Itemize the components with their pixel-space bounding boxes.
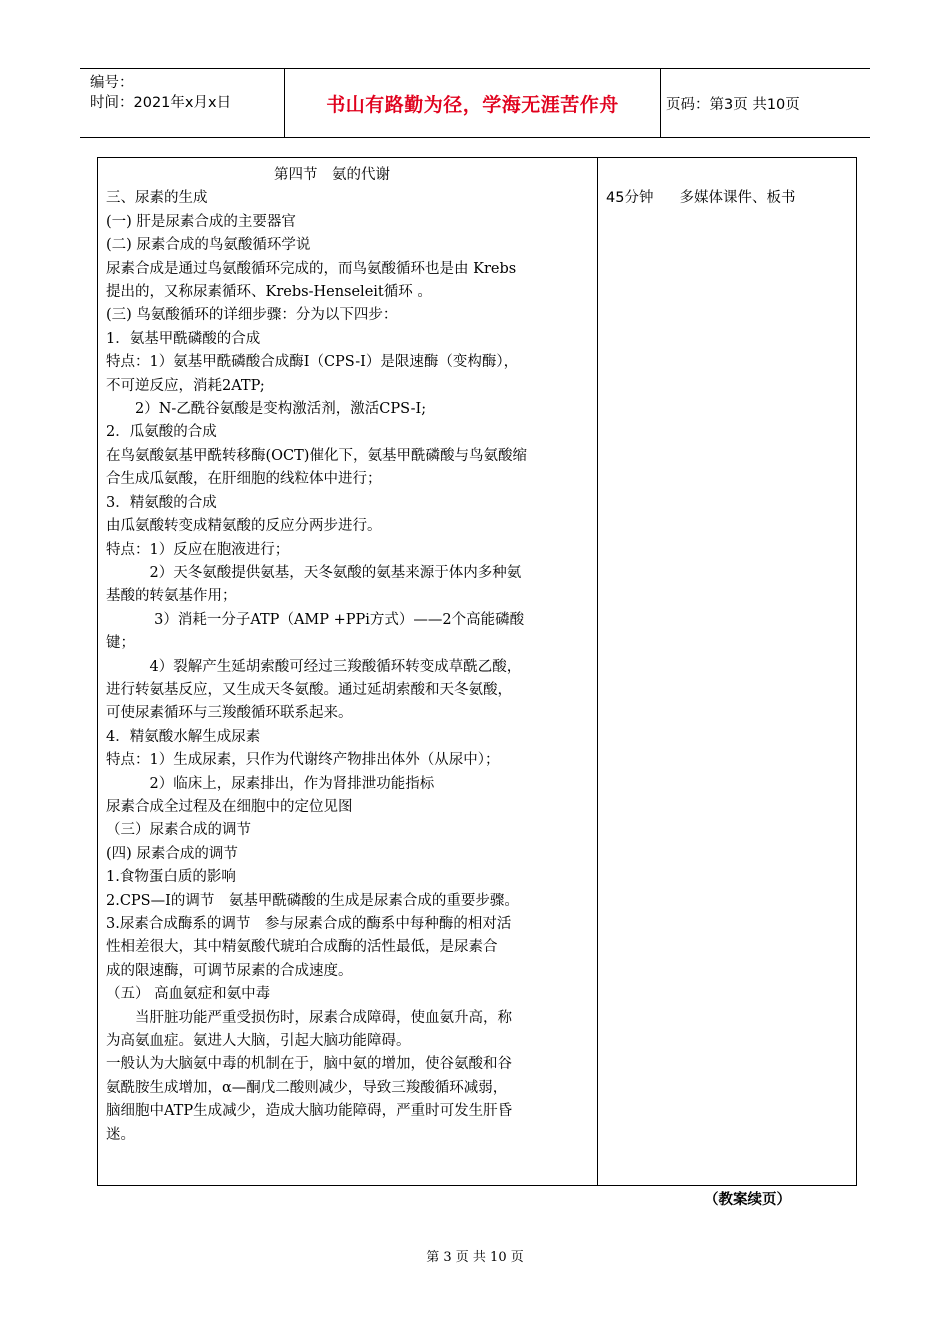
content-line: 迷。 <box>106 1126 135 1143</box>
content-line: 成的限速酶，可调节尿素的合成速度。 <box>106 962 353 979</box>
content-line: 进行转氨基反应，又生成天冬氨酸。通过延胡索酸和天冬氨酸， <box>106 681 512 698</box>
content-line: 一般认为大脑氨中毒的机制在于，脑中氨的增加，使谷氨酸和谷 <box>106 1056 512 1073</box>
content-line: 基酸的转氨基作用； <box>106 588 237 605</box>
content-line: 氨酰胺生成增加，α—酮戊二酸则减少，导致三羧酸循环减弱， <box>106 1079 508 1096</box>
content-line: 4．精氨酸水解生成尿素 <box>106 728 261 745</box>
duration: 45分钟 <box>606 190 654 206</box>
content-line: 键； <box>106 635 135 652</box>
content-line: 脑细胞中ATP生成减少，造成大脑功能障碍，严重时可发生肝昏 <box>106 1103 513 1120</box>
lesson-content <box>106 164 588 1147</box>
section-title: 第四节 氨的代谢 <box>274 167 390 183</box>
content-line: 4）裂解产生延胡索酸可经过三羧酸循环转变成草酰乙酸， <box>106 658 522 675</box>
header-meta <box>90 73 231 113</box>
content-line: 当肝脏功能严重受损伤时，尿素合成障碍，使血氨升高，称 <box>106 1009 512 1026</box>
column-divider <box>597 158 598 1185</box>
content-line: 为高氨血症。氨进人大脑，引起大脑功能障碍。 <box>106 1033 411 1050</box>
header-table <box>80 68 870 138</box>
content-line: （三）尿素合成的调节 <box>106 822 251 839</box>
content-line: 3．精氨酸的合成 <box>106 494 217 511</box>
content-line: 尿素合成是通过鸟氨酸循环完成的，而鸟氨酸循环也是由 Krebs <box>106 260 517 277</box>
content-line: 1．氨基甲酰磷酸的合成 <box>106 330 261 347</box>
content-line: (二) 尿素合成的鸟氨酸循环学说 <box>106 237 311 254</box>
content-line: 提出的，又称尿素循环、Krebs-Henseleit循环 。 <box>106 284 432 301</box>
content-line: 2）天冬氨酸提供氨基，天冬氨酸的氨基来源于体内多种氨 <box>106 564 522 581</box>
lesson-table <box>97 157 857 1186</box>
content-line: 性相差很大，其中精氨酸代琥珀合成酶的活性最低，是尿素合 <box>106 939 498 956</box>
content-line: 2.CPS—Ⅰ的调节 氨基甲酰磷酸的生成是尿素合成的重要步骤。 <box>106 892 519 909</box>
content-line: 合生成瓜氨酸，在肝细胞的线粒体中进行； <box>106 471 382 488</box>
content-line: 特点：1）氨基甲酰磷酸合成酶Ⅰ（CPS-Ⅰ）是限速酶（变构酶）， <box>106 354 519 371</box>
page-info: 页码：第3页 共10页 <box>666 96 800 113</box>
date-line: 时间：2021年x月x日 <box>90 95 232 111</box>
header-divider <box>660 69 661 137</box>
content-line: 由瓜氨酸转变成精氨酸的反应分两步进行。 <box>106 518 382 535</box>
content-line: 不可逆反应，消耗2ATP; <box>106 377 265 394</box>
teaching-method: 多媒体课件、板书 <box>679 190 796 206</box>
content-line: 2．瓜氨酸的合成 <box>106 424 217 441</box>
content-line: 三、尿素的生成 <box>106 190 208 207</box>
content-line: 特点：1）生成尿素，只作为代谢终产物排出体外（从尿中）； <box>106 752 500 769</box>
content-line: （五） 高血氨症和氨中毒 <box>106 986 271 1003</box>
page-footer: 第 3 页 共 10 页 <box>426 1250 524 1265</box>
content-line: (三) 鸟氨酸循环的详细步骤：分为以下四步： <box>106 307 398 324</box>
number-label: 编号： <box>90 75 134 91</box>
content-lines <box>106 187 588 1147</box>
continued-label: （教案续页） <box>704 1192 791 1208</box>
content-line: (一) 肝是尿素合成的主要器官 <box>106 213 296 230</box>
motto: 书山有路勤为径，学海无涯苦作舟 <box>326 93 619 116</box>
content-line: 特点：1）反应在胞液进行； <box>106 541 290 558</box>
side-notes <box>606 186 795 207</box>
content-line: 3）消耗一分子ATP（AMP +PPi方式）——2个高能磷酸 <box>106 611 525 628</box>
content-line: 在鸟氨酸氨基甲酰转移酶(OCT)催化下，氨基甲酰磷酸与鸟氨酸缩 <box>106 447 527 464</box>
content-line: 可使尿素循环与三羧酸循环联系起来。 <box>106 705 353 722</box>
content-line: (四) 尿素合成的调节 <box>106 845 238 862</box>
content-line: 2）临床上，尿素排出，作为肾排泄功能指标 <box>106 775 435 792</box>
content-line: 2）N-乙酰谷氨酸是变构激活剂，激活CPS-Ⅰ; <box>106 401 427 418</box>
content-line: 尿素合成全过程及在细胞中的定位见图 <box>106 798 353 815</box>
content-line: 1.食物蛋白质的影响 <box>106 869 236 886</box>
content-line: 3.尿素合成酶系的调节 参与尿素合成的酶系中每种酶的相对活 <box>106 916 512 932</box>
